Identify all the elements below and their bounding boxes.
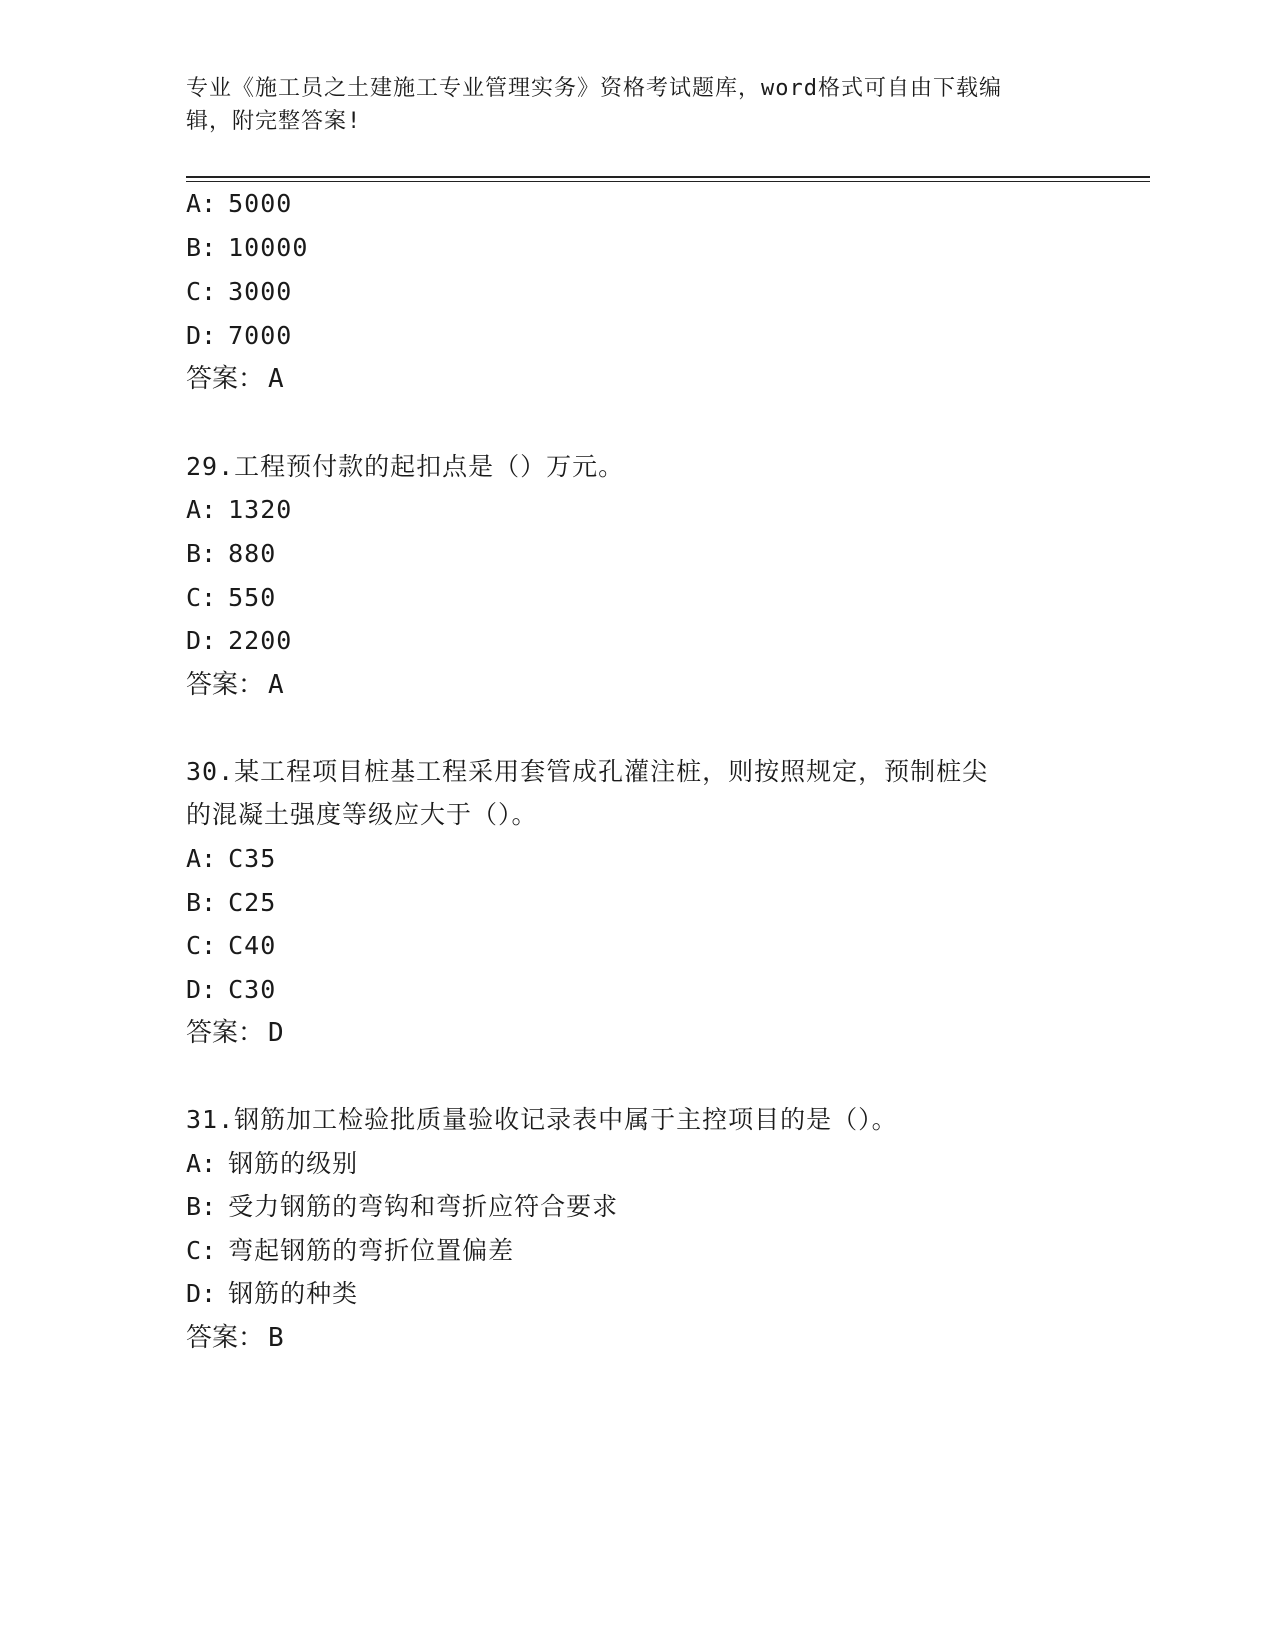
- answer-value: A: [268, 670, 284, 700]
- option-label: D:: [186, 1279, 217, 1308]
- header-line-2: 辑，附完整答案!: [186, 109, 362, 134]
- answer-value: D: [268, 1018, 284, 1048]
- option-b: [186, 231, 308, 265]
- option-text: 弯起钢筋的弯折位置偏差: [228, 1236, 515, 1265]
- option-text: 880: [228, 539, 277, 568]
- option-label: C:: [186, 583, 217, 612]
- answer-line: [186, 668, 284, 702]
- option-b: [186, 1190, 618, 1224]
- option-text: 10000: [228, 233, 309, 262]
- answer-label: 答案：: [186, 364, 265, 394]
- option-text: 钢筋的级别: [228, 1149, 359, 1178]
- option-text: C25: [228, 888, 277, 917]
- option-label: B:: [186, 539, 217, 568]
- answer-line: [186, 1016, 284, 1050]
- answer-label: 答案：: [186, 670, 265, 700]
- option-label: A:: [186, 1149, 217, 1178]
- option-text: 3000: [228, 277, 293, 306]
- answer-label: 答案：: [186, 1323, 265, 1353]
- option-b: [186, 886, 276, 920]
- header-divider-thick: [186, 176, 1150, 178]
- option-label: A:: [186, 844, 217, 873]
- option-label: D:: [186, 321, 217, 350]
- option-text: 2200: [228, 626, 293, 655]
- header-line-1: 专业《施工员之土建施工专业管理实务》资格考试题库，word格式可自由下载编: [186, 76, 1002, 101]
- option-c: [186, 275, 292, 309]
- option-a: [186, 1147, 358, 1181]
- question-30-stem-line-2: 的混凝土强度等级应大于（）。: [186, 800, 538, 829]
- option-label: C:: [186, 277, 217, 306]
- option-label: C:: [186, 931, 217, 960]
- option-a: [186, 187, 292, 221]
- option-text: C30: [228, 975, 277, 1004]
- header-divider-thin: [186, 181, 1150, 182]
- option-label: A:: [186, 189, 217, 218]
- answer-value: A: [268, 364, 284, 394]
- option-label: D:: [186, 626, 217, 655]
- answer-value: B: [268, 1323, 284, 1353]
- option-c: [186, 1234, 514, 1268]
- option-label: D:: [186, 975, 217, 1004]
- option-b: [186, 537, 276, 571]
- option-text: 550: [228, 583, 277, 612]
- option-c: [186, 581, 276, 615]
- answer-label: 答案：: [186, 1018, 265, 1048]
- option-text: 7000: [228, 321, 293, 350]
- option-d: [186, 973, 276, 1007]
- option-label: B:: [186, 233, 217, 262]
- option-text: 5000: [228, 189, 293, 218]
- question-30-stem-line-1: 30.某工程项目桩基工程采用套管成孔灌注桩，则按照规定，预制桩尖: [186, 757, 989, 786]
- question-31-stem: 31.钢筋加工检验批质量验收记录表中属于主控项目的是（）。: [186, 1105, 898, 1134]
- option-text: 钢筋的种类: [228, 1279, 359, 1308]
- answer-line: [186, 362, 284, 396]
- answer-line: [186, 1321, 284, 1355]
- option-d: [186, 1277, 358, 1311]
- document-header: [186, 72, 1066, 138]
- question-29-stem: 29.工程预付款的起扣点是（）万元。: [186, 452, 625, 481]
- option-text: 1320: [228, 495, 293, 524]
- option-a: [186, 842, 276, 876]
- option-label: A:: [186, 495, 217, 524]
- option-a: [186, 493, 292, 527]
- option-text: C35: [228, 844, 277, 873]
- option-c: [186, 929, 276, 963]
- option-text: C40: [228, 931, 277, 960]
- option-d: [186, 624, 292, 658]
- option-label: C:: [186, 1236, 217, 1265]
- option-label: B:: [186, 888, 217, 917]
- option-d: [186, 319, 292, 353]
- option-text: 受力钢筋的弯钩和弯折应符合要求: [228, 1192, 619, 1221]
- option-label: B:: [186, 1192, 217, 1221]
